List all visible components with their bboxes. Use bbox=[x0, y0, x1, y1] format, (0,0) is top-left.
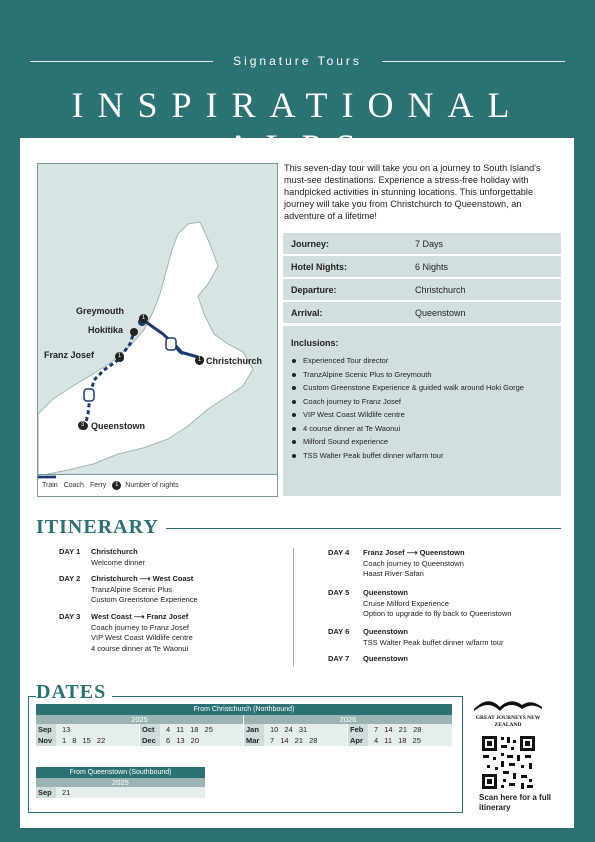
eyebrow-text: Signature Tours bbox=[233, 54, 362, 68]
day-number: DAY 1 bbox=[59, 547, 81, 556]
day-activity: 4 course dinner at Te Waonui bbox=[91, 643, 189, 653]
inclusion-item: VIP West Coast Wildlife centre bbox=[291, 410, 553, 420]
inclusion-item: Coach journey to Franz Josef bbox=[291, 397, 553, 407]
date-days: 1 8 15 22 bbox=[56, 735, 139, 746]
inclusion-item: Experienced Tour director bbox=[291, 356, 553, 366]
year-label: 2025 bbox=[36, 778, 205, 787]
date-month: Dec bbox=[140, 735, 160, 746]
label-franz-josef: Franz Josef bbox=[44, 350, 95, 360]
day-activity: Welcome dinner bbox=[91, 557, 146, 567]
date-days: 7 14 21 28 bbox=[368, 724, 452, 735]
nights-badge-franz-josef: 1 bbox=[115, 352, 124, 361]
southbound-table bbox=[36, 767, 205, 798]
great-journeys-logo-icon bbox=[474, 697, 542, 713]
brand-logo-text: GREAT JOURNEYS NEW ZEALAND bbox=[475, 715, 541, 728]
inclusion-item: 4 course dinner at Te Waonui bbox=[291, 424, 553, 434]
fact-label: Departure: bbox=[291, 284, 337, 295]
eyebrow-rule-left bbox=[30, 61, 213, 62]
inclusion-item: Custom Greenstone Experience & guided walk around Hoki Gorge bbox=[291, 383, 553, 393]
year-label: 2025 bbox=[36, 715, 244, 724]
day-activity: Cruise Milford Experience bbox=[363, 598, 449, 608]
nights-badge-christchurch: 1 bbox=[195, 356, 204, 365]
year-label: 2026 bbox=[244, 715, 452, 724]
eyebrow-row bbox=[30, 54, 565, 68]
day-activity: VIP West Coast Wildlife centre bbox=[91, 633, 193, 642]
fact-row bbox=[283, 256, 561, 277]
date-month: Jan bbox=[244, 724, 264, 735]
fact-row bbox=[283, 233, 561, 254]
fact-label: Journey: bbox=[291, 238, 330, 249]
dates-row bbox=[36, 724, 452, 735]
intro-paragraph: This seven-day tour will take you on a journey to South Island's must-see destinations. Experience a stress-free holiday with handpicked activities in stunning locations. This unforgettable journey will take you from Christchurch to Queenstown, an adventure of a lifetime! bbox=[284, 163, 541, 221]
label-queenstown: Queenstown bbox=[91, 421, 146, 431]
southbound-header: From Queenstown (Southbound) bbox=[36, 767, 205, 778]
fact-row bbox=[283, 302, 561, 323]
day-activity: Custom Greenstone Experience bbox=[91, 595, 198, 604]
day-number: DAY 5 bbox=[328, 588, 350, 597]
date-days: 4 11 18 25 bbox=[368, 735, 452, 746]
nights-badge-queenstown: 3 bbox=[78, 421, 87, 430]
date-month: Sep bbox=[36, 787, 56, 798]
train-marker-icon bbox=[166, 338, 176, 350]
fact-value: Christchurch bbox=[415, 284, 466, 295]
qr-call-to-action: Scan here for a full itinerary bbox=[479, 793, 552, 812]
legend-coach-label: Coach bbox=[63, 482, 84, 489]
inclusions-title: Inclusions: bbox=[291, 338, 339, 348]
dates-row bbox=[36, 735, 452, 746]
day-place: Christchurch ⟶ West Coast bbox=[91, 574, 194, 583]
dates-heading: DATES bbox=[36, 681, 112, 704]
day-number: DAY 7 bbox=[328, 654, 350, 663]
date-days: 4 11 18 25 bbox=[160, 724, 243, 735]
day-place: Queenstown bbox=[363, 627, 409, 636]
date-days: 10 24 31 bbox=[264, 724, 347, 735]
day-place: Queenstown bbox=[363, 654, 409, 663]
day-number: DAY 4 bbox=[328, 548, 350, 557]
fact-label: Hotel Nights: bbox=[291, 261, 347, 272]
date-days: 13 bbox=[56, 724, 139, 735]
day-activity: Haast River Safari bbox=[363, 569, 424, 578]
northbound-header: From Christchurch (Northbound) bbox=[36, 704, 452, 715]
inclusion-item: Milford Sound experience bbox=[291, 437, 553, 447]
nights-badge-greymouth: 1 bbox=[139, 314, 148, 323]
eyebrow-rule-right bbox=[382, 61, 565, 62]
legend-ferry-label: Ferry bbox=[89, 482, 107, 489]
day-activity: Option to upgrade to fly back to Queenstown bbox=[363, 609, 512, 618]
fact-value: 7 Days bbox=[415, 238, 444, 249]
fact-label: Arrival: bbox=[291, 307, 323, 318]
itinerary-rule bbox=[166, 528, 561, 529]
day-number: DAY 6 bbox=[328, 627, 350, 636]
itinerary-column-divider bbox=[293, 548, 294, 666]
day-place: West Coast ⟶ Franz Josef bbox=[91, 612, 189, 621]
label-christchurch: Christchurch bbox=[206, 356, 263, 366]
inclusions-box bbox=[283, 326, 561, 496]
day-activity: Coach journey to Franz Josef bbox=[91, 622, 189, 632]
legend-train-label: Train bbox=[42, 482, 58, 489]
label-hokitika: Hokitika bbox=[88, 325, 124, 335]
legend-nights-label: Number of nights bbox=[125, 482, 179, 489]
fact-row bbox=[283, 279, 561, 300]
inclusion-item: TranzAlpine Scenic Plus to Greymouth bbox=[291, 370, 553, 380]
day-place: Queenstown bbox=[363, 588, 409, 597]
itinerary-heading: ITINERARY bbox=[36, 516, 159, 538]
date-month: Mar bbox=[244, 735, 264, 746]
day-number: DAY 3 bbox=[59, 612, 81, 621]
day-place: Franz Josef ⟶ Queenstown bbox=[363, 548, 465, 557]
inclusion-item: TSS Walter Peak buffet dinner w/farm tour bbox=[291, 451, 553, 461]
fact-value: Queenstown bbox=[415, 307, 466, 318]
map-graphic bbox=[38, 164, 278, 476]
facts-table bbox=[283, 233, 561, 325]
legend-ferry-line-icon bbox=[38, 475, 56, 479]
date-days: 7 14 21 28 bbox=[264, 735, 347, 746]
route-map bbox=[37, 163, 278, 497]
day-activity: Coach journey to Queenstown bbox=[363, 558, 464, 568]
day-activity: TranzAlpine Scenic Plus bbox=[91, 584, 173, 594]
stop-hokitika bbox=[130, 328, 138, 336]
qr-code-icon[interactable] bbox=[481, 735, 536, 790]
legend-nights-badge: 1 bbox=[112, 481, 121, 490]
date-days: 6 13 20 bbox=[160, 735, 243, 746]
date-month: Nov bbox=[36, 735, 56, 746]
map-legend bbox=[38, 474, 277, 496]
coach-marker-icon bbox=[84, 389, 94, 401]
inclusions-list bbox=[291, 356, 553, 460]
date-month: Feb bbox=[348, 724, 368, 735]
page-title: INSPIRATIONAL bbox=[71, 85, 524, 125]
northbound-table bbox=[36, 704, 452, 746]
day-place: Christchurch bbox=[91, 547, 138, 556]
date-month: Apr bbox=[348, 735, 368, 746]
fact-value: 6 Nights bbox=[415, 261, 449, 272]
label-greymouth: Greymouth bbox=[76, 306, 125, 316]
date-month: Oct bbox=[140, 724, 160, 735]
day-activity: TSS Walter Peak buffet dinner w/farm tour bbox=[363, 637, 504, 647]
dates-row bbox=[36, 787, 205, 798]
date-month: Sep bbox=[36, 724, 56, 735]
south-island-land bbox=[38, 222, 253, 476]
date-days: 21 bbox=[56, 787, 205, 798]
day-number: DAY 2 bbox=[59, 574, 81, 583]
